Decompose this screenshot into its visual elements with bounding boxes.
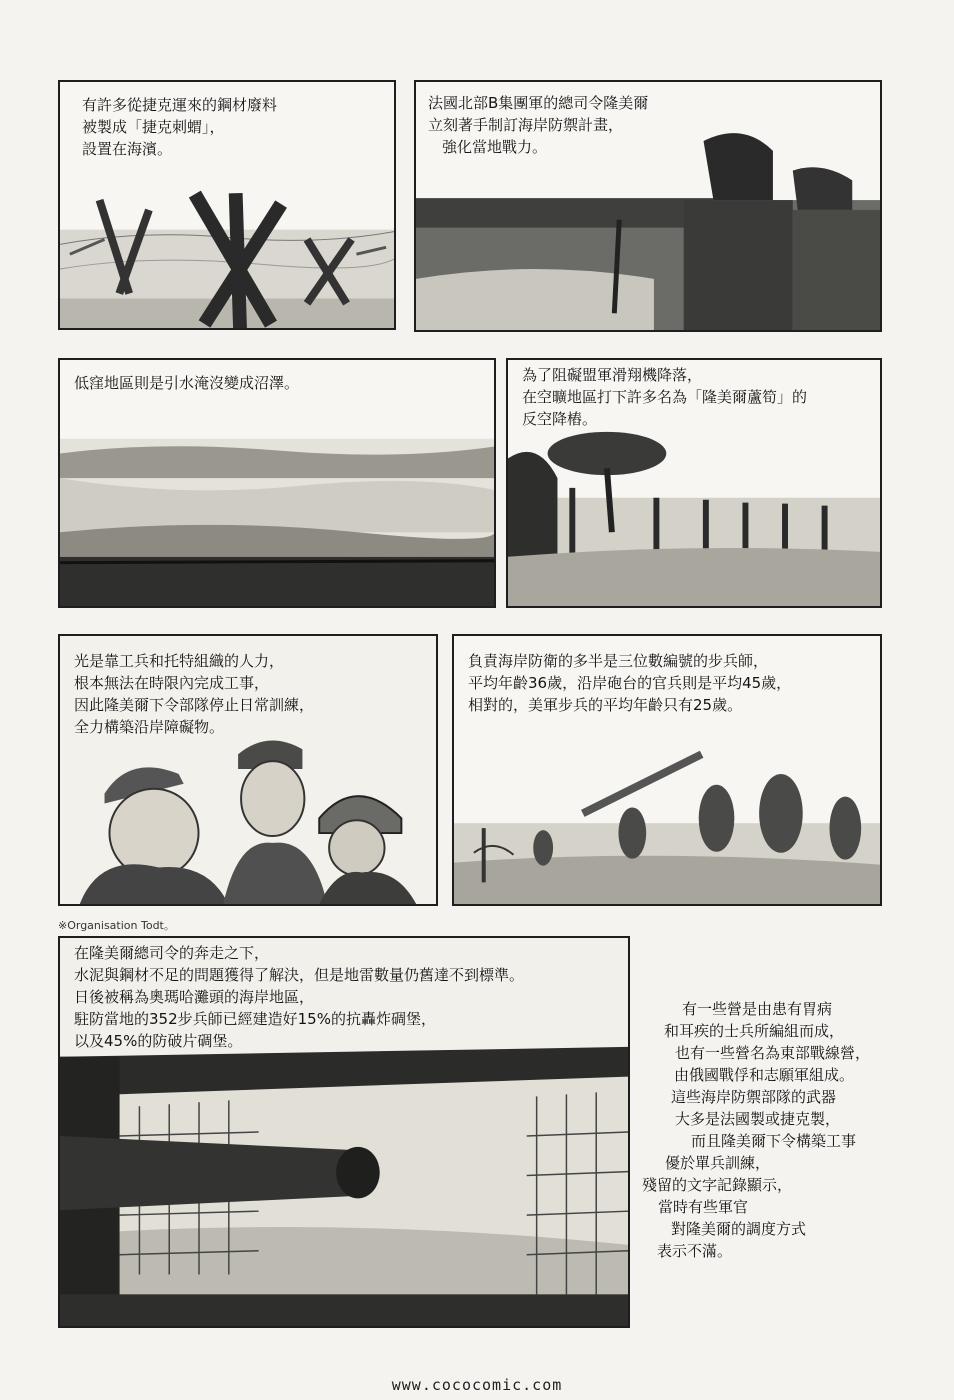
panel-1-caption [82,94,277,160]
caption-line: 在空曠地區打下許多名為「隆美爾蘆筍」的 [522,388,808,406]
panel-marsh [58,358,496,608]
narration-line: 殘留的文字記錄顯示， [641,1176,792,1194]
caption-line: 反空降樁。 [522,410,598,428]
narration-line: 和耳疾的士兵所編組而成， [663,1022,844,1040]
caption-line: 駐防當地的352步兵師已經建造好15%的抗轟炸碉堡， [74,1010,436,1028]
panel-3-caption [74,372,299,394]
caption-line: 全力構築沿岸障礙物。 [74,718,225,736]
caption-line: 因此隆美爾下令部隊停止日常訓練， [74,696,315,714]
narration-line: 表示不滿。 [656,1242,732,1260]
caption-line: 法國北部B集團軍的總司令隆美爾 [428,94,649,112]
caption-line: 有許多從捷克運來的鋼材廢料 [82,96,278,114]
panel-czech-hedgehogs [58,80,396,330]
side-narration [642,998,870,1262]
panel-bunker-gun [58,936,630,1328]
narration-line: 而且隆美爾下令構築工事 [690,1132,856,1150]
footnote: ※Organisation Todt。 [58,919,175,932]
caption-line: 水泥與鋼材不足的問題獲得了解決，但是地雷數量仍舊達不到標準。 [74,966,525,984]
narration-line: 大多是法國製或捷克製， [674,1110,840,1128]
caption-line: 設置在海濱。 [82,140,173,158]
panel-4-caption [522,364,807,430]
site-watermark: www.cococomic.com [391,1376,563,1394]
caption-line: 相對的，美軍步兵的平均年齡只有25歲。 [468,696,743,714]
caption-line: 為了阻礙盟軍滑翔機降落， [522,366,703,384]
panel-soldiers [58,634,438,906]
panel-rommel-coast [414,80,882,332]
narration-line: 也有一些營名為東部戰線營， [674,1044,870,1062]
narration-line: 當時有些軍官 [657,1198,748,1216]
caption-line: 在隆美爾總司令的奔走之下， [74,944,270,962]
narration-line: 這些海岸防禦部隊的武器 [670,1088,836,1106]
caption-line: 根本無法在時限內完成工事， [74,674,270,692]
caption-line: 光是靠工兵和托特組織的人力， [74,652,285,670]
caption-line: 低窪地區則是引水淹沒變成沼澤。 [74,374,300,392]
marsh-illustration [60,360,494,606]
panel-asparagus [506,358,882,608]
caption-line: 強化當地戰力。 [442,138,548,156]
panel-6-caption [468,650,791,716]
narration-line: 有一些營是由患有胃病 [681,1000,832,1018]
caption-line: 立刻著手制訂海岸防禦計畫， [428,116,624,134]
caption-line: 平均年齡36歲，沿岸砲台的官兵則是平均45歲， [468,674,792,692]
narration-line: 優於單兵訓練， [664,1154,770,1172]
panel-workers [452,634,882,906]
panel-2-caption [428,92,648,158]
panel-5-caption [74,650,314,738]
narration-line: 對隆美爾的調度方式 [670,1220,806,1238]
panel-7-caption [74,942,524,1052]
caption-line: 負責海岸防衛的多半是三位數編號的步兵師， [468,652,769,670]
caption-line: 被製成「捷克刺蝟」， [82,118,225,136]
caption-line: 日後被稱為奧瑪哈灘頭的海岸地區， [74,988,315,1006]
narration-line: 由俄國戰俘和志願軍組成。 [673,1066,854,1084]
caption-line: 以及45%的防破片碉堡。 [74,1032,243,1050]
